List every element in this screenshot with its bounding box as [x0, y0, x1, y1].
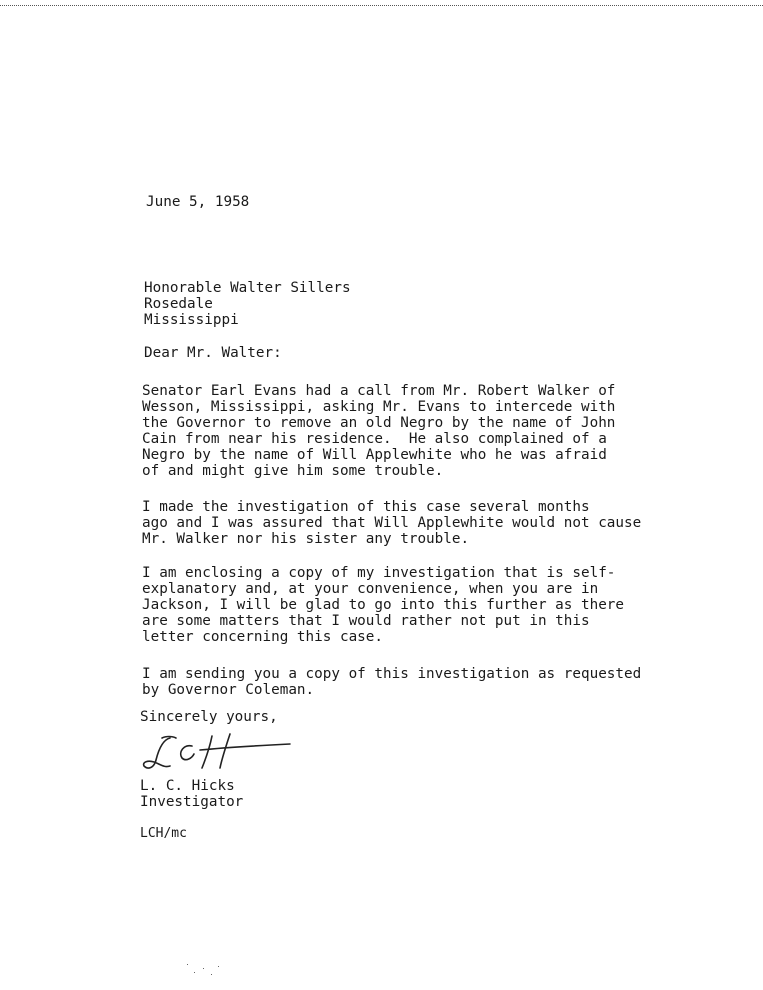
paragraph-3-line: are some matters that I would rather not put in this	[142, 613, 590, 629]
paragraph-1-line: Wesson, Mississippi, asking Mr. Evans to intercede with	[142, 399, 616, 415]
closing: Sincerely yours,	[140, 709, 278, 725]
handwritten-signature	[140, 728, 300, 776]
letter-date: June 5, 1958	[146, 194, 250, 210]
signer-name: L. C. Hicks	[140, 778, 235, 794]
recipient-name: Honorable Walter Sillers	[144, 280, 351, 296]
page-top-edge	[0, 0, 763, 6]
recipient-state: Mississippi	[144, 312, 239, 328]
paragraph-1-line: Negro by the name of Will Applewhite who he was afraid	[142, 447, 607, 463]
recipient-city: Rosedale	[144, 296, 213, 312]
salutation: Dear Mr. Walter:	[144, 345, 282, 361]
paragraph-3-line: Jackson, I will be glad to go into this further as there	[142, 597, 625, 613]
scan-specks	[185, 960, 225, 980]
paragraph-1-line: the Governor to remove an old Negro by the name of John	[142, 415, 616, 431]
paragraph-1-line: of and might give him some trouble.	[142, 463, 444, 479]
paragraph-1-line: Senator Earl Evans had a call from Mr. Robert Walker of	[142, 383, 616, 399]
paragraph-3-line: explanatory and, at your convenience, when you are in	[142, 581, 599, 597]
paragraph-3-line: I am enclosing a copy of my investigation that is self-	[142, 565, 616, 581]
paragraph-2-line: ago and I was assured that Will Applewhite would not cause	[142, 515, 642, 531]
paragraph-2-line: I made the investigation of this case several months	[142, 499, 590, 515]
reference-initials: LCH/mc	[140, 826, 187, 841]
paragraph-4-line: by Governor Coleman.	[142, 682, 315, 698]
paragraph-4-line: I am sending you a copy of this investigation as requested	[142, 666, 642, 682]
paragraph-2-line: Mr. Walker nor his sister any trouble.	[142, 531, 470, 547]
paragraph-1-line: Cain from near his residence. He also complained of a	[142, 431, 607, 447]
paragraph-3-line: letter concerning this case.	[142, 629, 384, 645]
signer-title: Investigator	[140, 794, 244, 810]
